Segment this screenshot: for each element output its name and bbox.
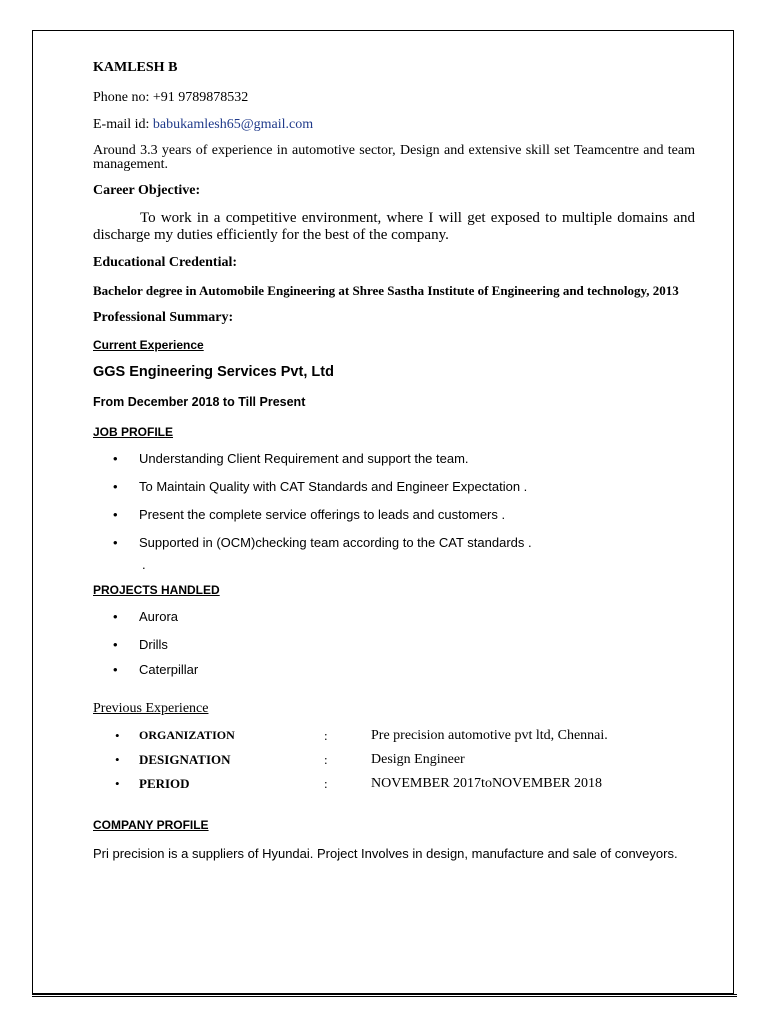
job-profile-heading: JOB PROFILE [93, 425, 174, 439]
job-bullet-text: Present the complete service offerings to leads and customers . [139, 507, 506, 522]
project-name: Drills [139, 637, 168, 652]
job-profile-list [93, 451, 695, 563]
education-text: Bachelor degree in Automobile Engineering at Shree Sastha Institute of Engineering and technology, 2013 [93, 283, 679, 298]
project-name: Caterpillar [139, 662, 199, 677]
bullet: • [115, 728, 120, 743]
company-name: GGS Engineering Services Pvt, Ltd [93, 364, 334, 380]
bullet: • [113, 451, 118, 466]
row-colon: : [324, 776, 328, 791]
list-item [93, 637, 695, 662]
list-item [93, 507, 695, 535]
candidate-name: KAMLESH B [93, 60, 178, 75]
projects-heading: PROJECTS HANDLED [93, 583, 220, 597]
row-colon: : [324, 752, 328, 767]
email-link[interactable]: babukamlesh65@gmail.com [152, 117, 314, 132]
list-item [93, 609, 695, 637]
list-item [93, 662, 695, 687]
current-experience-heading: Current Experience [93, 338, 204, 352]
education-heading: Educational Credential: [93, 255, 238, 270]
table-row [93, 776, 695, 800]
career-objective-text: To work in a competitive environment, where I will get exposed to multiple domains and discharge my duties efficiently for the best of the company. [93, 210, 695, 243]
employment-period: From December 2018 to Till Present [93, 395, 306, 409]
company-profile-heading: COMPANY PROFILE [93, 818, 209, 832]
job-bullet-text: To Maintain Quality with CAT Standards and Engineer Expectation . [139, 479, 528, 494]
bullet: • [115, 776, 120, 791]
projects-list [93, 609, 695, 687]
list-item [93, 451, 695, 479]
previous-experience-heading: Previous Experience [93, 701, 209, 716]
list-item [93, 479, 695, 507]
career-objective-heading: Career Objective: [93, 183, 201, 198]
list-item [93, 535, 695, 563]
row-value: Pre precision automotive pvt ltd, Chennai. [371, 728, 608, 743]
email-line [93, 117, 695, 133]
company-profile-text: Pri precision is a suppliers of Hyundai. Project Involves in design, manufacture and sale of conveyors. [93, 846, 678, 861]
row-label: PERIOD [139, 776, 190, 791]
experience-summary: Around 3.3 years of experience in automotive sector, Design and extensive skill set Teamcentre and team management. [93, 143, 695, 172]
bullet: • [113, 637, 118, 652]
bullet: • [115, 752, 120, 767]
row-label: ORGANIZATION [139, 728, 235, 742]
bullet: • [113, 507, 118, 522]
job-bullet-text: Supported in (OCM)checking team according to the CAT standards . [139, 535, 532, 550]
email-label: E-mail id: [93, 117, 153, 132]
table-row [93, 752, 695, 776]
bullet: • [113, 609, 118, 624]
job-bullet-text: Understanding Client Requirement and support the team. [139, 451, 469, 466]
bullet: • [113, 535, 118, 550]
page-border-bottom [32, 994, 737, 997]
resume-document [93, 57, 695, 864]
row-colon: : [324, 728, 328, 743]
row-label: DESIGNATION [139, 752, 231, 767]
stray-dot: . [142, 557, 146, 572]
table-row [93, 728, 695, 752]
phone-line: Phone no: +91 9789878532 [93, 90, 249, 105]
previous-experience-table [93, 728, 695, 800]
professional-summary-heading: Professional Summary: [93, 310, 234, 325]
row-value: Design Engineer [371, 752, 465, 767]
bullet: • [113, 479, 118, 494]
row-value: NOVEMBER 2017toNOVEMBER 2018 [371, 776, 603, 791]
bullet: • [113, 662, 118, 677]
project-name: Aurora [139, 609, 179, 624]
